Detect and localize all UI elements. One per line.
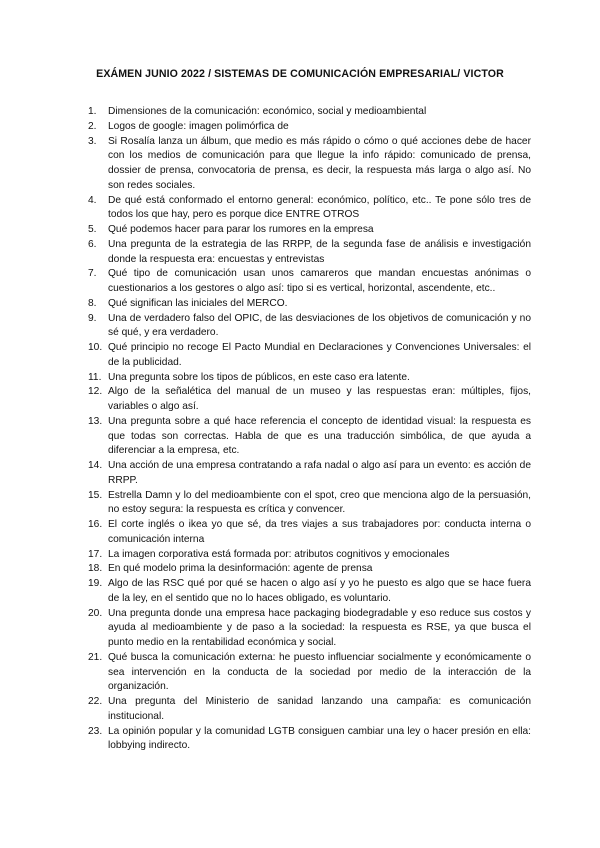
question-item bbox=[88, 371, 531, 386]
question-item bbox=[88, 194, 531, 224]
question-item bbox=[88, 562, 531, 577]
question-number: 17. bbox=[88, 548, 103, 560]
question-item bbox=[88, 135, 531, 194]
question-number: 3. bbox=[88, 135, 97, 147]
question-text: Algo de la señalética del manual de un museo y las respuestas eran: múltiples, fijos, variables o algo así. bbox=[108, 386, 531, 412]
question-number: 11. bbox=[88, 371, 102, 383]
question-text: Qué significan las iniciales del MERCO. bbox=[108, 297, 288, 309]
question-item bbox=[88, 120, 531, 135]
question-text: Qué principio no recoge El Pacto Mundial en Declaraciones y Convenciones Universales: el de la publicidad. bbox=[108, 342, 531, 368]
question-text: Estrella Damn y lo del medioambiente con el spot, creo que menciona algo de la persuasión, no estoy segura: la respuesta es crítica y convencer. bbox=[108, 489, 531, 516]
question-item bbox=[88, 489, 531, 519]
question-item bbox=[88, 577, 531, 607]
question-number: 18. bbox=[88, 563, 103, 575]
question-text: Una acción de una empresa contratando a rafa nadal o algo así para un evento: es acción de RRPP. bbox=[108, 460, 531, 486]
question-text: Dimensiones de la comunicación: económico, social y medioambiental bbox=[108, 106, 427, 117]
question-text: Qué busca la comunicación externa: he puesto influenciar socialmente y económicamente o sea intervención en la conducta de la sociedad por medio de la interacción de la organización. bbox=[108, 651, 531, 693]
question-item bbox=[88, 267, 531, 297]
question-item bbox=[88, 223, 531, 238]
question-text: Si Rosalía lanza un álbum, que medio es más rápido o cómo o qué acciones debe de hacer con los medios de comunicación para que llegue la info rápido: comunicado de prensa, dossier de prensa, convocatoria de prensa, es decir, la respuesta más larga o algo así. No son redes sociales. bbox=[108, 135, 531, 191]
question-text: En qué modelo prima la desinformación: agente de prensa bbox=[108, 563, 373, 575]
page-title: EXÁMEN JUNIO 2022 / SISTEMAS DE COMUNICACIÓN EMPRESARIAL/ VICTOR bbox=[96, 68, 504, 80]
question-item bbox=[88, 297, 531, 312]
question-number: 15. bbox=[88, 489, 103, 501]
question-item bbox=[88, 105, 531, 120]
question-item bbox=[88, 312, 531, 342]
question-number: 20. bbox=[88, 607, 103, 619]
question-number: 9. bbox=[88, 312, 97, 324]
question-number: 4. bbox=[88, 194, 97, 206]
question-text: Una pregunta del Ministerio de sanidad lanzando una campaña: es comunicación institucional. bbox=[108, 696, 531, 722]
question-number: 21. bbox=[88, 651, 103, 663]
question-number: 14. bbox=[88, 460, 103, 471]
question-number: 12. bbox=[88, 386, 103, 398]
question-text: Una pregunta donde una empresa hace packaging biodegradable y eso reduce sus costos y ayuda al medioambiente y de paso a la sociedad: la respuesta es RSE, ya que busca el punto medio en la rentabilidad económica y social. bbox=[108, 607, 531, 648]
question-item bbox=[88, 548, 531, 563]
question-item bbox=[88, 341, 531, 371]
question-text: Una pregunta de la estrategia de las RRPP, de la segunda fase de análisis e investigación donde la respuesta era: encuestas y entrevistas bbox=[108, 238, 531, 265]
question-number: 1. bbox=[88, 106, 97, 117]
question-number: 16. bbox=[88, 519, 103, 530]
question-number: 7. bbox=[88, 268, 97, 280]
question-number: 5. bbox=[88, 224, 97, 235]
question-text: Qué podemos hacer para parar los rumores en la empresa bbox=[108, 224, 374, 235]
question-text: La opinión popular y la comunidad LGTB consiguen cambiar una ley o hacer presión en ella: lobbying indirecto. bbox=[108, 725, 531, 752]
question-text: Algo de las RSC qué por qué se hacen o algo así y yo he puesto es algo que se hace fuera de la ley, en el sentido que no lo haces obligado, es voluntario. bbox=[108, 578, 531, 604]
question-item bbox=[88, 725, 531, 755]
question-item bbox=[88, 415, 531, 459]
question-text: Logos de google: imagen polimórfica de bbox=[108, 120, 289, 132]
question-number: 19. bbox=[88, 578, 103, 589]
question-number: 23. bbox=[88, 725, 103, 737]
question-number: 22. bbox=[88, 696, 103, 707]
question-text: Una de verdadero falso del OPIC, de las desviaciones de los objetivos de comunicación y no sé qué, y era verdadero. bbox=[108, 312, 531, 339]
question-text: La imagen corporativa está formada por: atributos cognitivos y emocionales bbox=[108, 548, 450, 560]
question-item bbox=[88, 518, 531, 548]
question-text: Una pregunta sobre los tipos de públicos, en este caso era latente. bbox=[108, 371, 410, 383]
question-list bbox=[88, 105, 531, 754]
question-text: El corte inglés o ikea yo que sé, da tres viajes a sus trabajadores por: conducta interna o comunicación interna bbox=[108, 519, 531, 545]
question-number: 8. bbox=[88, 297, 97, 309]
question-text: Una pregunta sobre a qué hace referencia el concepto de identidad visual: la respuesta es que todas son correctas. Habla de que es una traducción simbólica, de que ayuda a diferenciar a la empresa, etc. bbox=[108, 415, 531, 457]
question-item bbox=[88, 238, 531, 268]
question-number: 10. bbox=[88, 342, 103, 353]
question-item bbox=[88, 607, 531, 651]
question-number: 13. bbox=[88, 415, 103, 427]
question-number: 6. bbox=[88, 238, 97, 250]
question-item bbox=[88, 459, 531, 489]
question-item bbox=[88, 651, 531, 695]
question-item bbox=[88, 695, 531, 725]
question-text: De qué está conformado el entorno general: económico, político, etc.. Te pone sólo tres de todos los que hay, pero es porque dice ENTRE OTROS bbox=[108, 194, 531, 221]
question-number: 2. bbox=[88, 120, 97, 132]
question-text: Qué tipo de comunicación usan unos camareros que mandan encuestas anónimas o cuestionarios a los gestores o algo así: tipo si es vertical, horizontal, ascendente, etc.. bbox=[108, 268, 531, 294]
question-item bbox=[88, 385, 531, 415]
